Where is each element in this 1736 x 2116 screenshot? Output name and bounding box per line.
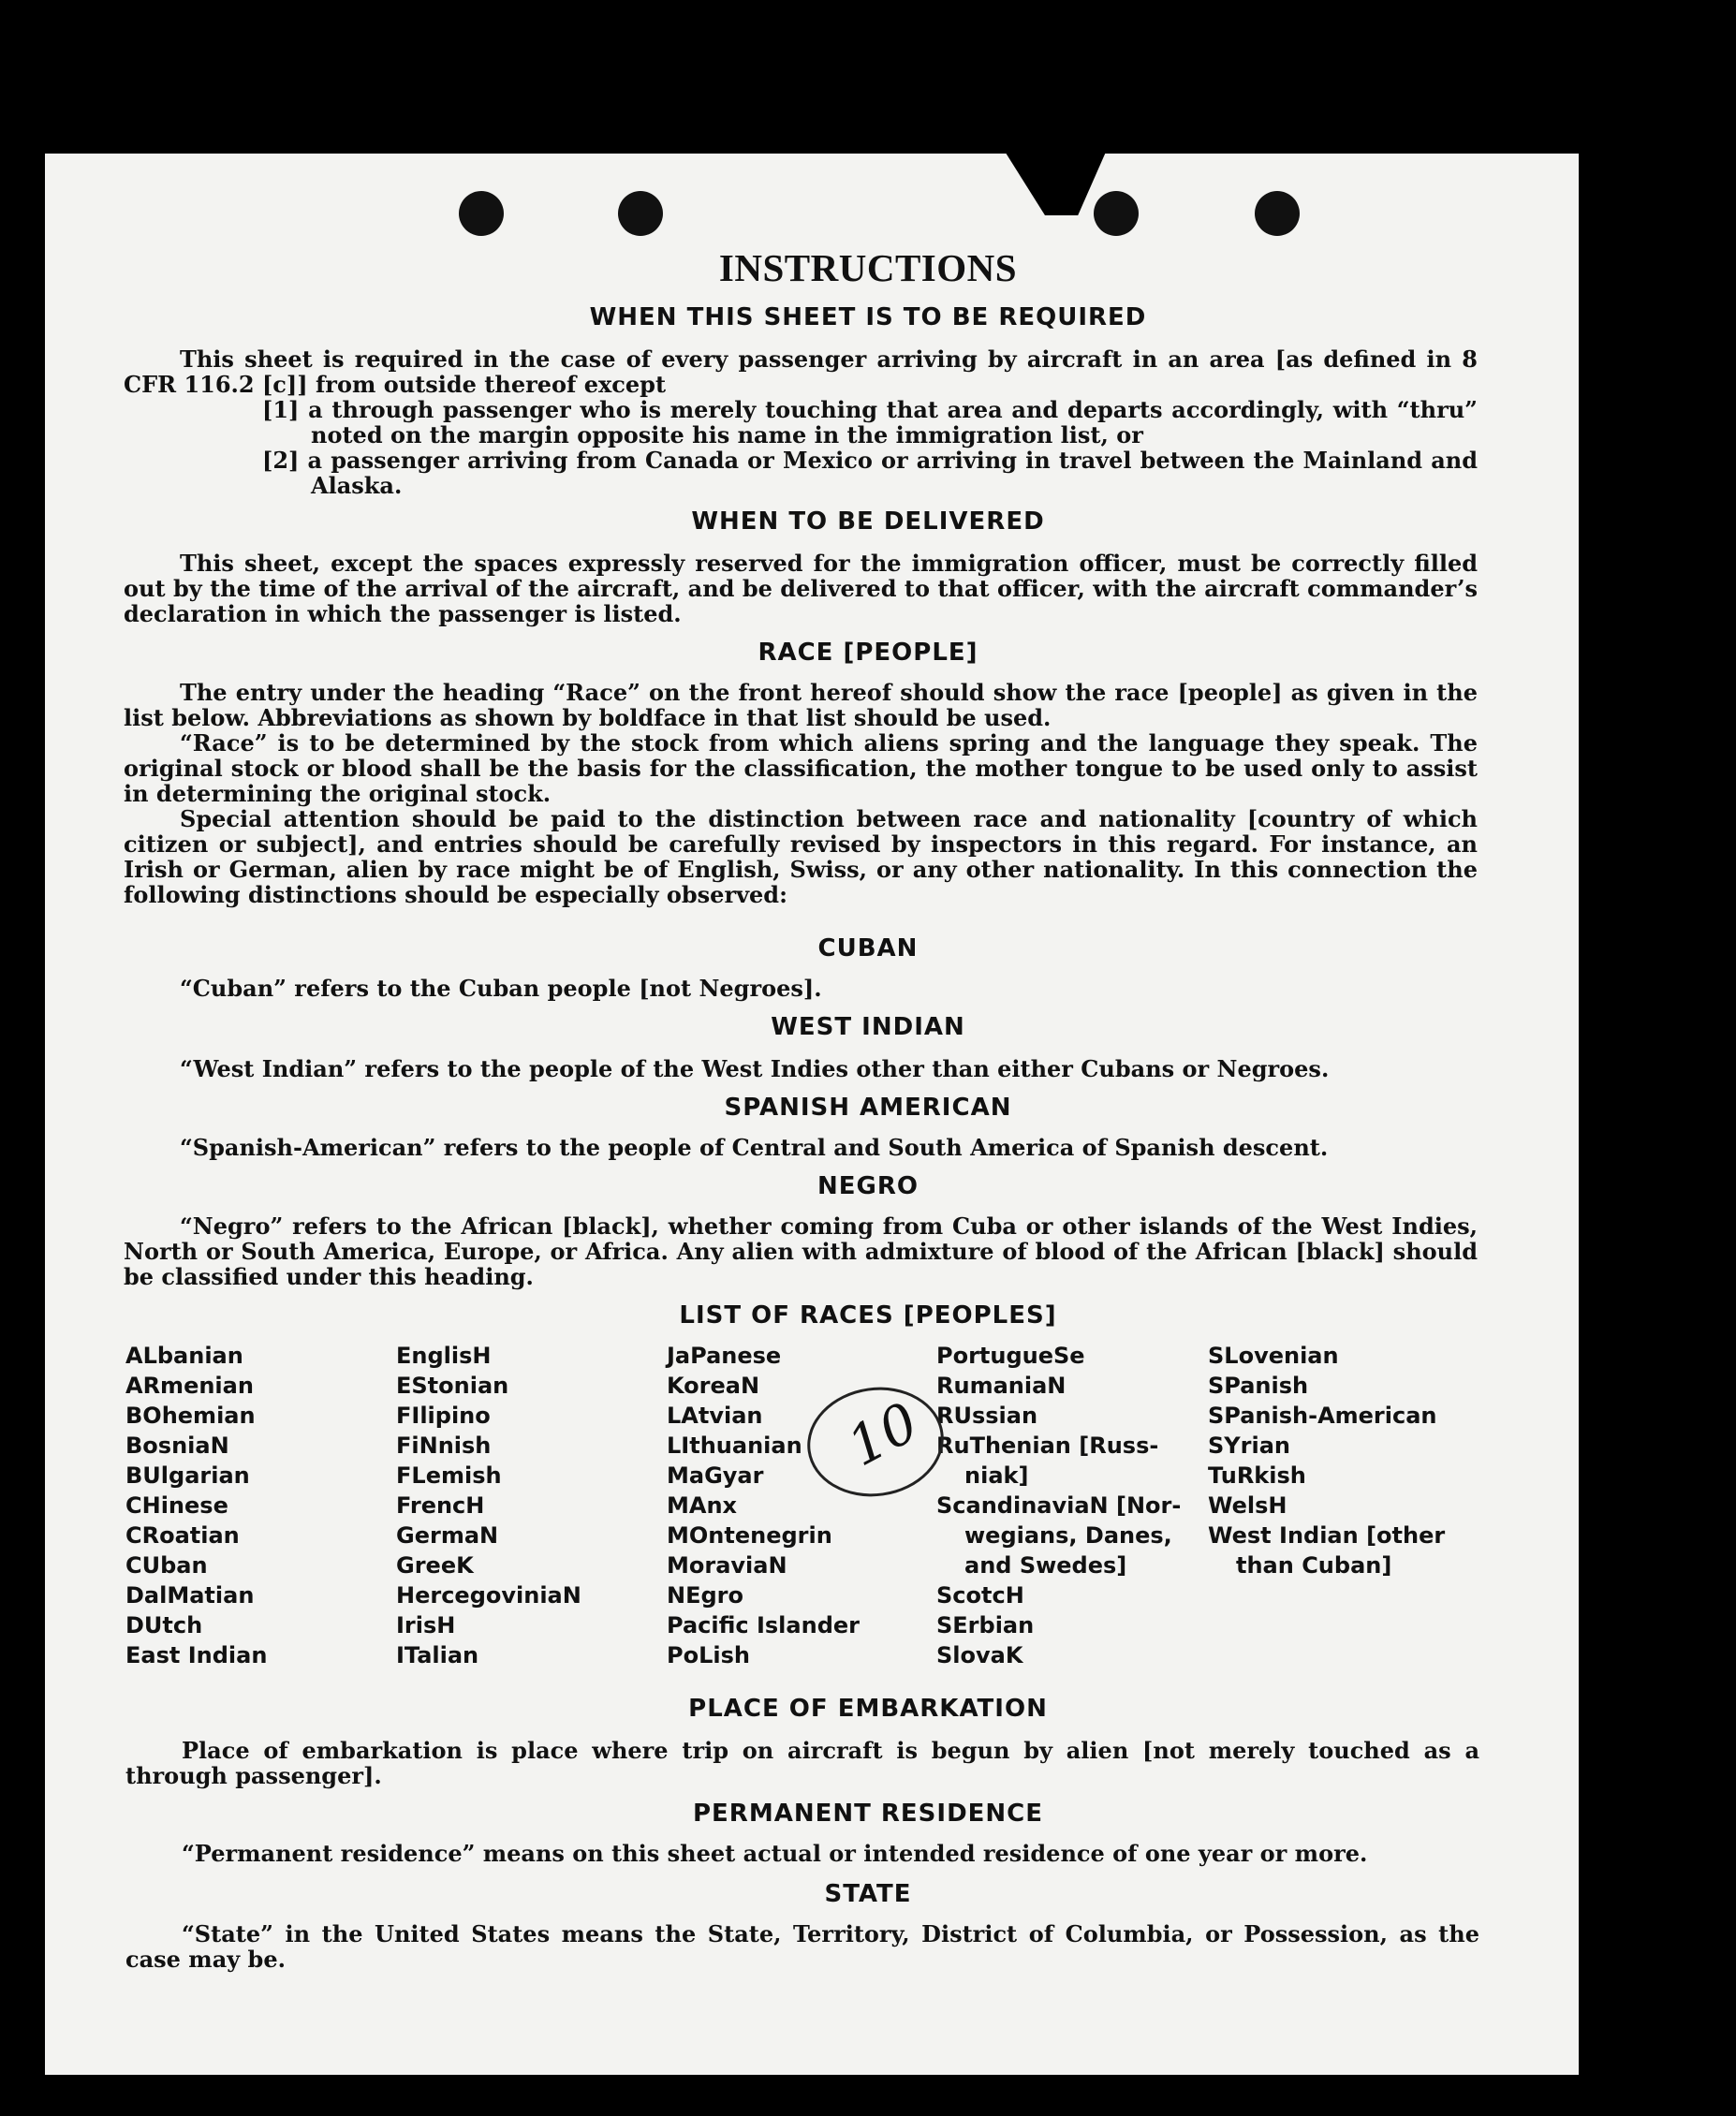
- when-required-intro: This sheet is required in the case of every passenger arriving by aircraft in an area [as defined in 8 CFR 116.2 [c]] from outside thereof except: [124, 345, 1478, 398]
- heading-when-required: WHEN THIS SHEET IS TO BE REQUIRED: [589, 303, 1147, 331]
- negro-body: [124, 1213, 1478, 1289]
- race-list-item: DUtch: [125, 1612, 203, 1638]
- race-list-item: JaPanese: [667, 1343, 782, 1369]
- heading-negro: NEGRO: [817, 1172, 919, 1200]
- race-list-item: SlovaK: [936, 1642, 1023, 1668]
- punch-hole: [459, 191, 504, 236]
- race-body: [124, 680, 1478, 907]
- race-list-item-continued: wegians, Danes,: [964, 1522, 1172, 1549]
- cuban-text: “Cuban” refers to the Cuban people [not Negroes].: [180, 975, 822, 1002]
- race-list-item: East Indian: [125, 1642, 268, 1668]
- state-body: [125, 1921, 1479, 1972]
- heading-permanent-residence: PERMANENT RESIDENCE: [692, 1800, 1044, 1828]
- race-list-column-4: [936, 1341, 1181, 1670]
- spanish-american-text: “Spanish-American” refers to the people of Central and South America of Spanish descent.: [180, 1134, 1329, 1161]
- punch-hole: [1255, 191, 1300, 236]
- race-list-item: DalMatian: [125, 1582, 255, 1609]
- race-list-item: Pacific Islander: [667, 1612, 860, 1638]
- residence-text: “Permanent residence” means on this sheet actual or intended residence of one year or more.: [182, 1840, 1368, 1867]
- race-list-item-continued: niak]: [964, 1462, 1029, 1489]
- race-list-item: BOhemian: [125, 1403, 256, 1429]
- exception-item-1: [1] a through passenger who is merely touching that area and departs accordingly, with “thru” noted on the margin opposite his name in the immigration list, or: [262, 396, 1478, 448]
- race-list-item: SLovenian: [1208, 1343, 1339, 1369]
- race-list-item: West Indian [other: [1208, 1522, 1446, 1549]
- race-list-item: BUlgarian: [125, 1462, 250, 1489]
- race-list-item: NEgro: [667, 1582, 743, 1609]
- race-list-item: BosniaN: [125, 1433, 229, 1459]
- race-list-column-3: [667, 1341, 860, 1670]
- race-list-item: SPanish-American: [1208, 1403, 1437, 1429]
- embarkation-body: [125, 1738, 1479, 1788]
- race-paragraph-3: Special attention should be paid to the distinction between race and nationality [country of which citizen or subject], and entries should be carefully revised by inspectors in this regard. For instance, an Irish or German, alien by race might be of English, Swiss, or any other nationality. In this connection the following distinctions should be especially observed:: [124, 805, 1478, 908]
- heading-when-delivered: WHEN TO BE DELIVERED: [691, 507, 1045, 536]
- race-list-item: LIthuanian: [667, 1433, 802, 1459]
- heading-cuban: CUBAN: [817, 934, 919, 962]
- race-list-item: RUssian: [936, 1403, 1038, 1429]
- race-list-item: SYrian: [1208, 1433, 1291, 1459]
- race-list-item: RuThenian [Russ-: [936, 1433, 1159, 1459]
- west-indian-text: “West Indian” refers to the people of the West Indies other than either Cubans or Negroes.: [180, 1055, 1330, 1082]
- west-indian-body: [124, 1056, 1478, 1081]
- race-list-column-2: [396, 1341, 581, 1670]
- cuban-body: [124, 976, 1478, 1001]
- heading-race: RACE [PEOPLE]: [758, 639, 978, 667]
- race-list-item: WelsH: [1208, 1492, 1287, 1519]
- when-delivered-body: [124, 551, 1478, 626]
- punch-hole: [618, 191, 663, 236]
- race-list-item: FrencH: [396, 1492, 485, 1519]
- spanish-american-body: [124, 1135, 1478, 1160]
- race-list-item: HercegoviniaN: [396, 1582, 581, 1609]
- race-list-item: CUban: [125, 1552, 208, 1579]
- race-list-item: SErbian: [936, 1612, 1035, 1638]
- when-required-body: [124, 346, 1478, 498]
- race-list-item: GermaN: [396, 1522, 499, 1549]
- race-list-item: MoraviaN: [667, 1552, 787, 1579]
- race-list-item: KoreaN: [667, 1373, 760, 1399]
- state-text: “State” in the United States means the State, Territory, District of Columbia, or Possession, as the case may be.: [125, 1920, 1479, 1973]
- race-paragraph-1: The entry under the heading “Race” on the front hereof should show the race [people] as given in the list below. Abbreviations as shown by boldface in that list should be used.: [124, 679, 1478, 731]
- heading-west-indian: WEST INDIAN: [771, 1013, 965, 1041]
- race-list-item: PortugueSe: [936, 1343, 1085, 1369]
- race-list-item: PoLish: [667, 1642, 750, 1668]
- race-list-column-1: [125, 1341, 267, 1670]
- race-list-item: TuRkish: [1208, 1462, 1306, 1489]
- race-list-item: EStonian: [396, 1373, 509, 1399]
- punch-hole: [1094, 191, 1139, 236]
- race-list-item: FIlipino: [396, 1403, 491, 1429]
- race-list-item: FiNnish: [396, 1433, 492, 1459]
- race-list-item: MOntenegrin: [667, 1522, 832, 1549]
- handwritten-number: 10: [837, 1389, 929, 1479]
- heading-spanish-american: SPANISH AMERICAN: [724, 1094, 1012, 1122]
- race-list-item: EnglisH: [396, 1343, 492, 1369]
- race-list-item: GreeK: [396, 1552, 474, 1579]
- race-list-column-5: [1208, 1341, 1445, 1580]
- heading-list-of-races: LIST OF RACES [PEOPLES]: [679, 1301, 1057, 1330]
- heading-state: STATE: [824, 1880, 912, 1908]
- race-list-item: ARmenian: [125, 1373, 254, 1399]
- race-list-item-continued: than Cuban]: [1236, 1552, 1392, 1579]
- race-list-item: MAnx: [667, 1492, 738, 1519]
- race-list-item-continued: and Swedes]: [964, 1552, 1127, 1579]
- race-list-item: ALbanian: [125, 1343, 243, 1369]
- exception-item-2: [2] a passenger arriving from Canada or Mexico or arriving in travel between the Mainland and Alaska.: [262, 447, 1478, 499]
- race-list-item: ScotcH: [936, 1582, 1024, 1609]
- race-list-item: LAtvian: [667, 1403, 763, 1429]
- race-list-item: FLemish: [396, 1462, 502, 1489]
- residence-body: [125, 1841, 1479, 1866]
- race-list-item: ITalian: [396, 1642, 479, 1668]
- race-list-item: CRoatian: [125, 1522, 240, 1549]
- race-list-item: SPanish: [1208, 1373, 1309, 1399]
- race-list-item: IrisH: [396, 1612, 456, 1638]
- heading-embarkation: PLACE OF EMBARKATION: [688, 1695, 1048, 1723]
- race-list-item: MaGyar: [667, 1462, 764, 1489]
- when-delivered-text: This sheet, except the spaces expressly reserved for the immigration officer, must be correctly filled out by the time of the arrival of the aircraft, and be delivered to that officer, with the aircraft commander’s declaration in which the passenger is listed.: [124, 550, 1478, 627]
- negro-text: “Negro” refers to the African [black], whether coming from Cuba or other islands of the West Indies, North or South America, Europe, or Africa. Any alien with admixture of blood of the African [black] should be classified under this heading.: [124, 1212, 1478, 1290]
- race-list-item: RumaniaN: [936, 1373, 1067, 1399]
- race-paragraph-2: “Race” is to be determined by the stock from which aliens spring and the language they speak. The original stock or blood shall be the basis for the classification, the mother tongue to be used only to assist in determining the original stock.: [124, 729, 1478, 807]
- race-list-item: ScandinaviaN [Nor-: [936, 1492, 1182, 1519]
- race-list-item: CHinese: [125, 1492, 228, 1519]
- embarkation-text: Place of embarkation is place where trip on aircraft is begun by alien [not merely touched as a through passenger].: [125, 1737, 1479, 1789]
- document-title: INSTRUCTIONS: [718, 246, 1018, 289]
